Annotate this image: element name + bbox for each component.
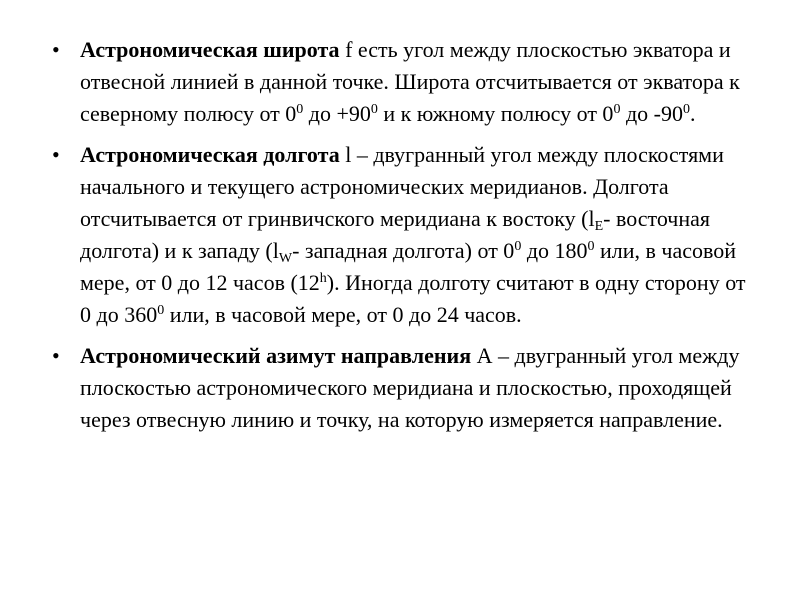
term-longitude: Астрономическая долгота	[80, 142, 340, 167]
symbol-latitude: f	[345, 37, 353, 62]
text: – двугранный угол между плоскостью астрономического меридиана и плоскостью, проходящей через отвесную линию и точку, на которую измеряется направление.	[80, 343, 740, 432]
superscript: 0	[296, 102, 304, 117]
text: до 180	[521, 238, 588, 263]
superscript: h	[319, 271, 327, 286]
text: есть угол между плоскостью экватора и отвесной линией в данной точке. Широта отсчитывается от экватора к северному полюсу от 0	[80, 37, 740, 126]
symbol-azimuth: А	[476, 343, 493, 368]
text: .	[689, 101, 696, 126]
bullet-list	[52, 34, 762, 436]
superscript: 0	[514, 239, 522, 254]
list-item-latitude	[52, 34, 762, 130]
term-azimuth: Астрономический азимут направления	[80, 343, 472, 368]
text: или, в часовой мере, от 0 до 24 часов.	[164, 302, 522, 327]
list-item-azimuth	[52, 340, 762, 436]
text: - восточная долгота) и к западу (l	[80, 206, 711, 263]
text: ). Иногда долготу считают в одну сторону от 0 до 360	[80, 270, 746, 327]
list-item-longitude	[52, 139, 762, 331]
superscript: 0	[587, 239, 595, 254]
bullet-icon: •	[52, 142, 60, 167]
text: до -90	[620, 101, 683, 126]
subscript: W	[278, 251, 293, 266]
term-latitude: Астрономическая широта	[80, 37, 340, 62]
text: и к южному полюсу от 0	[377, 101, 614, 126]
bullet-icon: •	[52, 37, 60, 62]
subscript: E	[594, 219, 604, 234]
text: или, в часовой мере, от 0 до 12 часов (12	[80, 238, 737, 295]
text: – двугранный угол между плоскостями начального и текущего астрономических меридианов. Долгота отсчитывается от гринвичского меридиана к востоку (l	[80, 142, 724, 231]
superscript: 0	[157, 303, 165, 318]
superscript: 0	[370, 102, 378, 117]
superscript: 0	[682, 102, 690, 117]
symbol-longitude: l	[345, 142, 352, 167]
bullet-icon: •	[52, 343, 60, 368]
superscript: 0	[613, 102, 621, 117]
text: до +90	[303, 101, 371, 126]
text: - западная долгота) от 0	[292, 238, 515, 263]
